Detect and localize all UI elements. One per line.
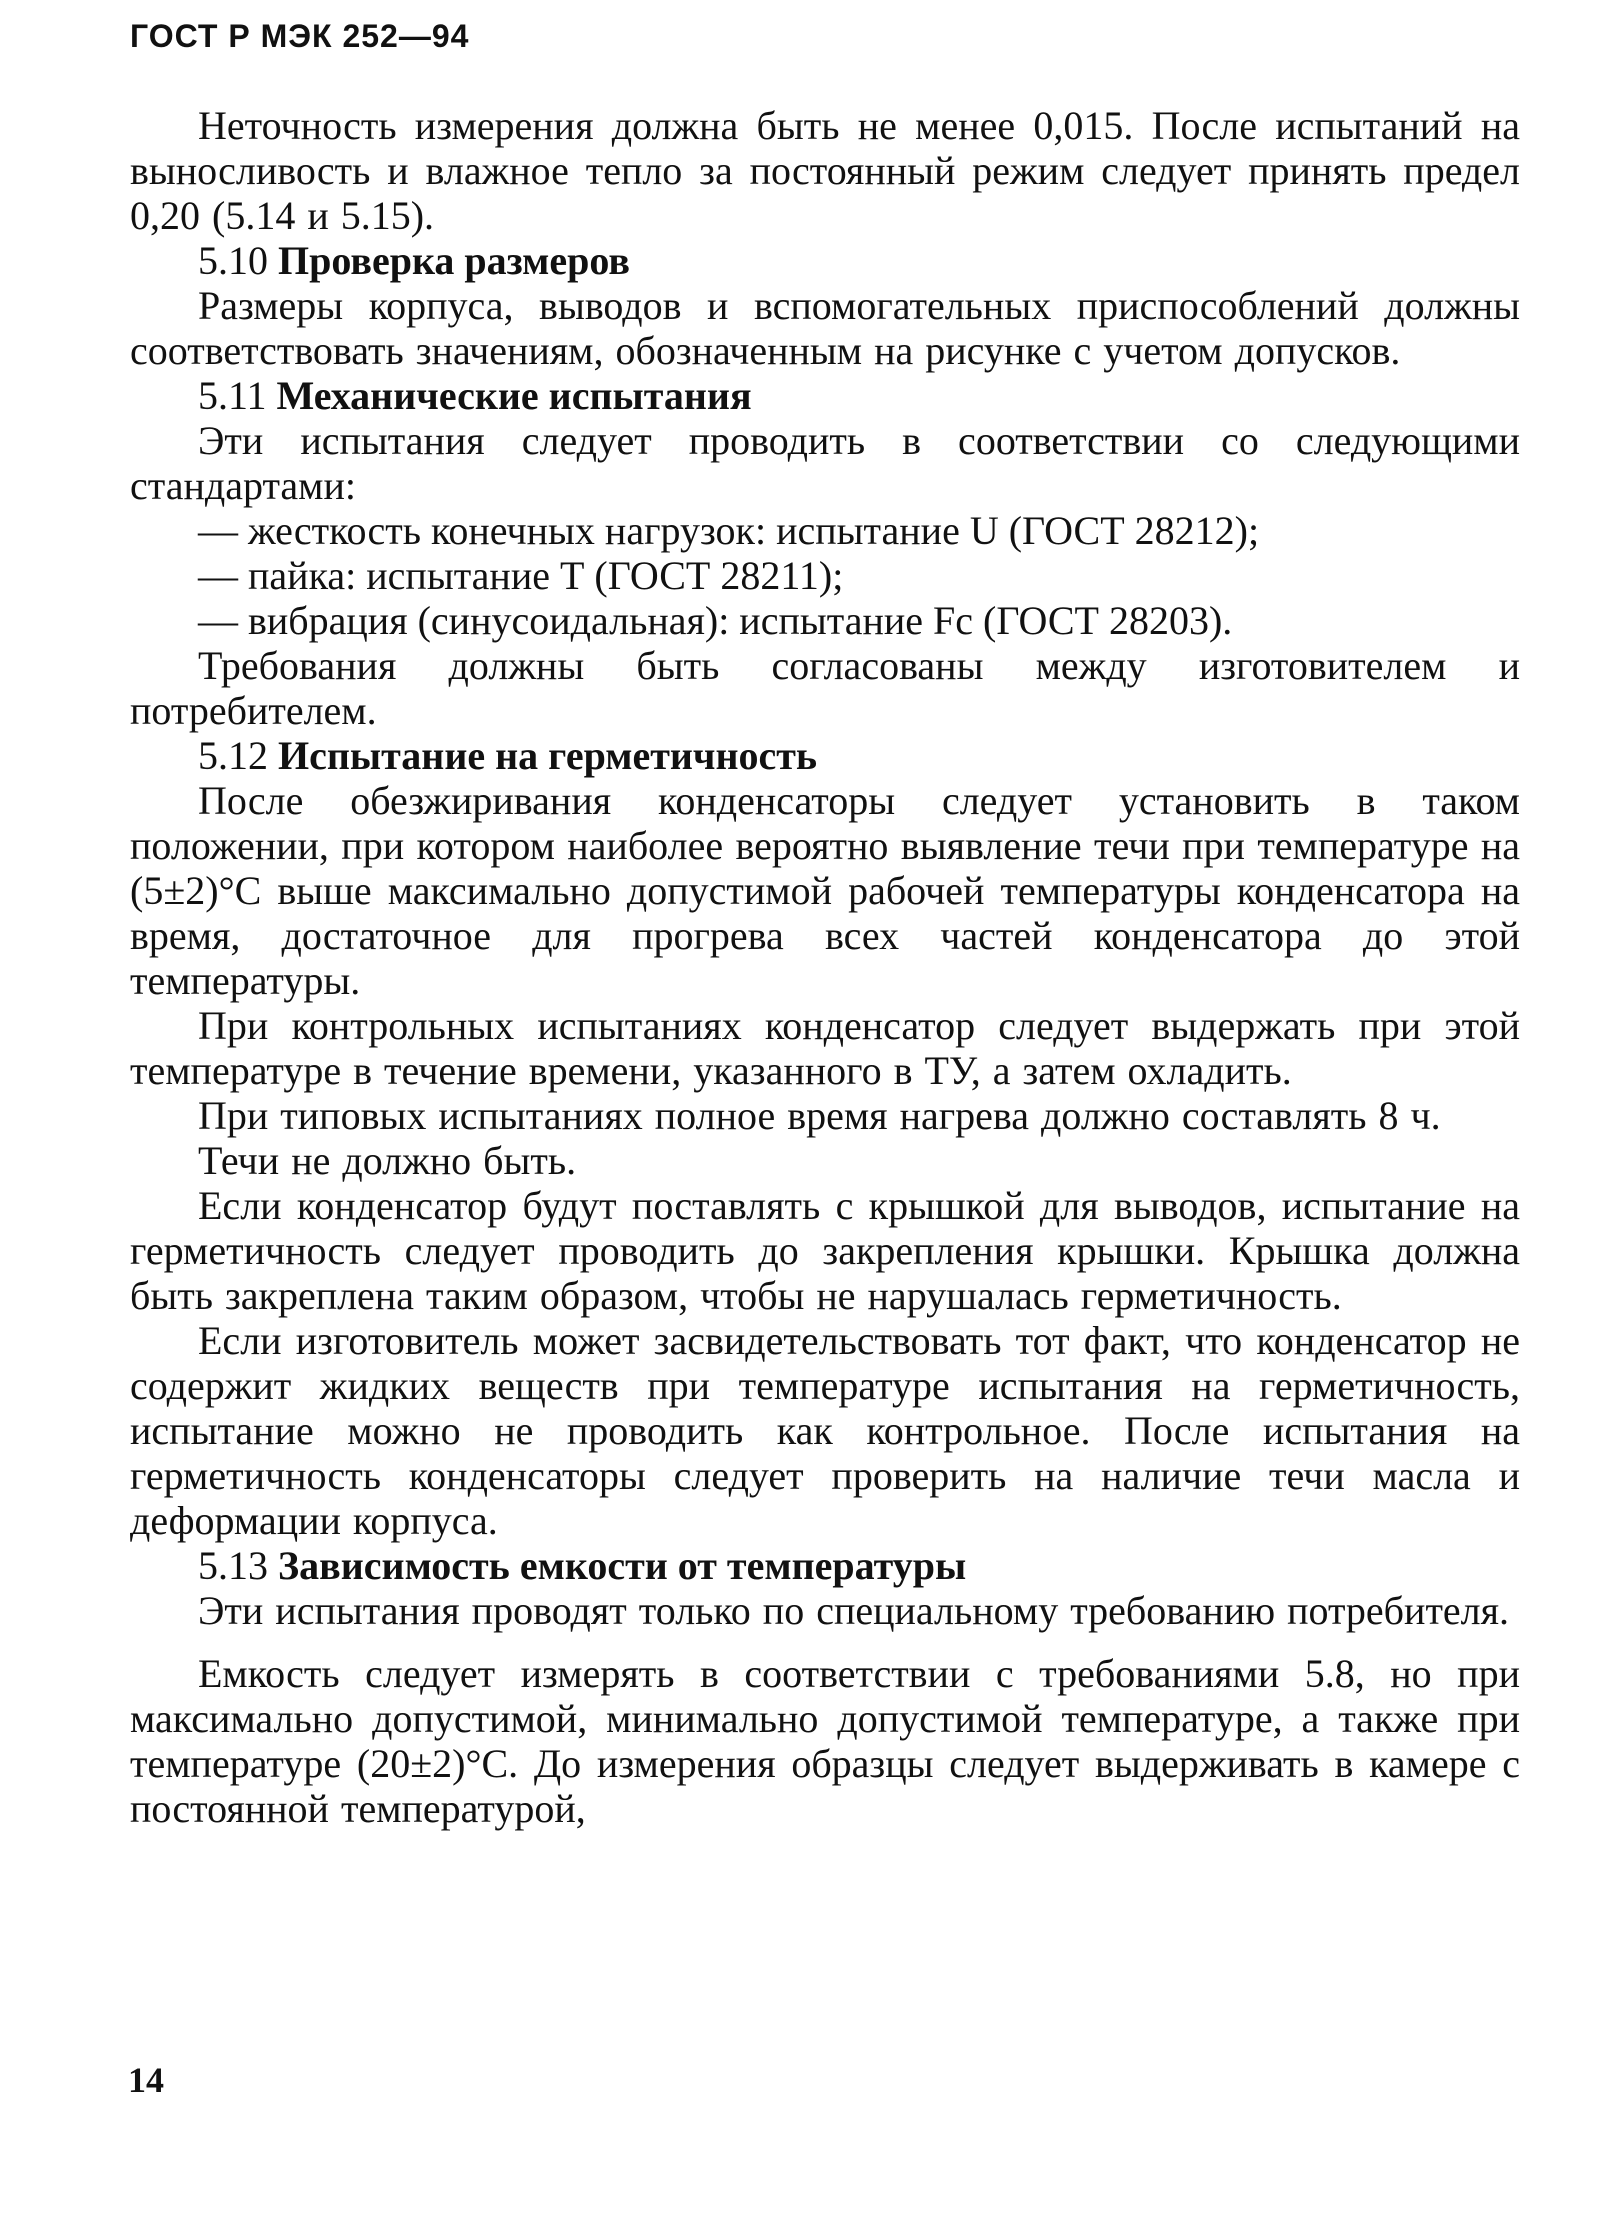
document-body [130,103,1520,1831]
list-item: — вибрация (синусоидальная): испытание Fc (ГОСТ 28203). [198,598,1233,643]
section-title: Проверка размеров [278,238,631,283]
section-heading-5-13 [130,1543,1520,1588]
section-number: 5.12 [198,733,268,778]
paragraph-5-11: Эти испытания следует проводить в соответствии со следующими стандартами: [130,418,1520,508]
page-number: 14 [128,2060,164,2100]
section-title: Зависимость емкости от температуры [278,1543,967,1588]
paragraph-intro: Неточность измерения должна быть не менее 0,015. После испытаний на выносливость и влажное тепло за постоянный режим следует принять предел 0,20 (5.14 и 5.15). [130,103,1520,238]
section-heading-5-12 [130,733,1520,778]
paragraph-5-12-no-leaks: Течи не должно быть. [198,1138,577,1183]
paragraph-5-12-degreasing: После обезжиривания конденсаторы следует установить в таком положении, при котором наиболее вероятно выявление течи при температуре на (5±2)°С выше максимально допустимой рабочей температуры конденсатора на время, достаточное для прогрева всех частей конденсатора до этой температуры. [130,778,1520,1003]
section-number: 5.10 [198,238,268,283]
paragraph-5-13-capacitance: Емкость следует измерять в соответствии с требованиями 5.8, но при максимально допустимой, минимально допустимой температуре, а также при температуре (20±2)°С. До измерения образцы следует выдерживать в камере с постоянной температурой, [130,1651,1520,1831]
section-number: 5.11 [198,373,267,418]
section-title: Механические испытания [276,373,752,418]
section-number: 5.13 [198,1543,268,1588]
section-title: Испытание на герметичность [278,733,818,778]
paragraph-5-12-cover: Если конденсатор будут поставлять с крышкой для выводов, испытание на герметичность следует проводить до закрепления крышки. Крышка должна быть закреплена таким образом, чтобы не нарушалась герметичность. [130,1183,1520,1318]
section-heading-5-11 [130,373,1520,418]
section-heading-5-10 [130,238,1520,283]
paragraph-5-11-requirements: Требования должны быть согласованы между изготовителем и потребителем. [130,643,1520,733]
paragraph-5-12-type-tests: При типовых испытаниях полное время нагрева должно составлять 8 ч. [198,1093,1441,1138]
paragraph-5-10: Размеры корпуса, выводов и вспомогательных приспособлений должны соответствовать значениям, обозначенным на рисунке с учетом допусков. [130,283,1520,373]
paragraph-5-13-special: Эти испытания проводят только по специальному требованию потребителя. [198,1588,1510,1633]
document-header: ГОСТ Р МЭК 252—94 [130,18,470,54]
list-item: — пайка: испытание Т (ГОСТ 28211); [198,553,844,598]
list-item: — жесткость конечных нагрузок: испытание U (ГОСТ 28212); [198,508,1260,553]
paragraph-5-12-control-tests: При контрольных испытаниях конденсатор следует выдержать при этой температуре в течение времени, указанного в ТУ, а затем охладить. [130,1003,1520,1093]
paragraph-5-12-manufacturer: Если изготовитель может засвидетельствовать тот факт, что конденсатор не содержит жидких веществ при температуре испытания на герметичность, испытание можно не проводить как контрольное. После испытания на герметичность конденсаторы следует проверить на наличие течи масла и деформации корпуса. [130,1318,1520,1543]
